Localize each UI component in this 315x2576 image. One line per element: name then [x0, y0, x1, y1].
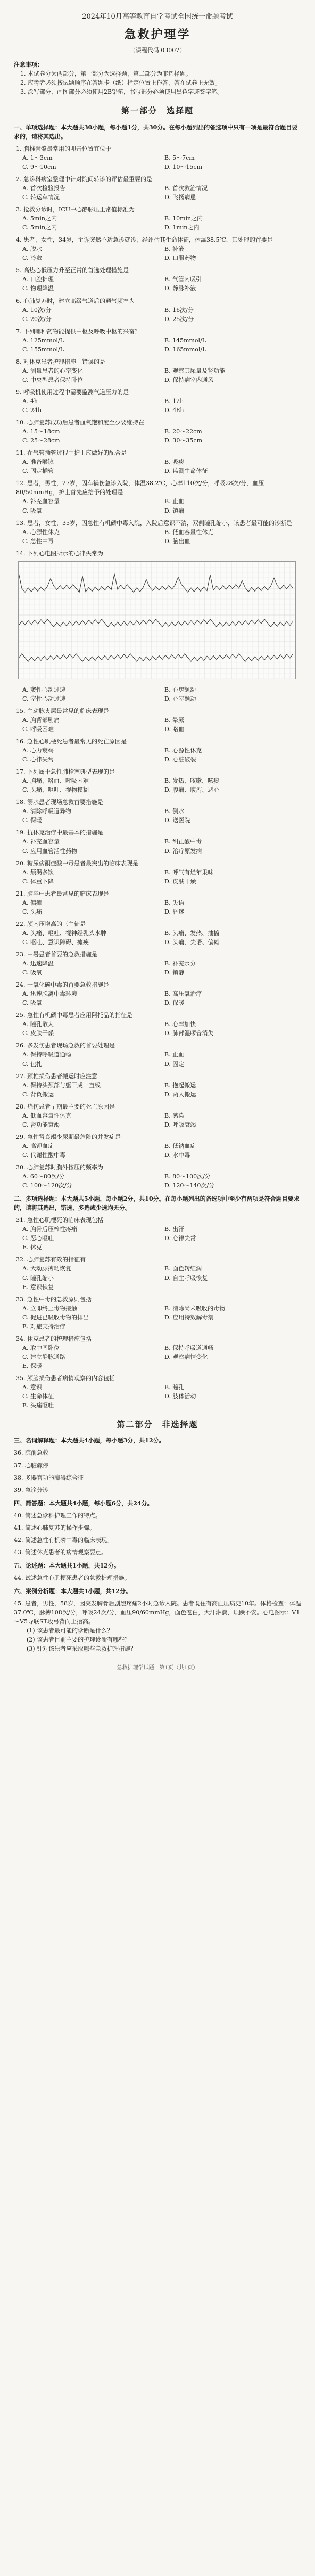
option-item: A. 低血容量性休克	[22, 1112, 71, 1119]
option-item: A. 首次检验报告	[22, 185, 65, 192]
option-item: B. 5～7cm	[164, 154, 195, 161]
question	[14, 980, 301, 1007]
option-item: D. 昏迷	[164, 908, 185, 915]
option-item: B. 80～100次/分	[164, 1173, 211, 1180]
option-item: A. 胸背部剧痛	[22, 716, 60, 724]
option-item: B. 面色转红润	[164, 1265, 202, 1273]
options-list	[14, 959, 301, 977]
option-item: D. 水中毒	[164, 1151, 190, 1159]
option-item: C. 皮肤干燥	[22, 1030, 54, 1037]
term-question: 37. 心脏骤停	[14, 1462, 48, 1469]
option-item: D. 呼吸衰竭	[164, 1121, 196, 1128]
options-list	[14, 497, 301, 515]
question-stem: 22. 颅内压增高的三主征是	[16, 920, 86, 928]
option-item: D. 治疗原发病	[164, 847, 202, 855]
question	[14, 327, 301, 354]
case-subquestion: (3) 针对该患者应采取哪些急救护理措施？	[27, 1645, 137, 1653]
option-item: D. 咯血	[164, 725, 185, 733]
option-item: A. 胸骨后压榨性疼痛	[22, 1226, 77, 1233]
option-item: B. 心源性休克	[164, 747, 202, 754]
question-stem: 29. 急性肾衰竭少尿期最危险的并发症是	[16, 1133, 121, 1141]
option-item: B. 瞳孔	[164, 1384, 185, 1391]
option-item: B. 清除尚未吸收的毒物	[164, 1305, 226, 1312]
option-item: C. 155mmol/L	[22, 346, 64, 353]
options-list	[14, 1304, 301, 1331]
question	[14, 266, 301, 293]
option-item: D. 固定	[164, 1060, 185, 1068]
question-stem: 33. 急性中毒的急救原则包括	[16, 1295, 92, 1303]
question-stem: 24. 一氧化碳中毒的首要急救措施是	[16, 981, 109, 989]
option-item: B. 低钠血症	[164, 1142, 196, 1150]
question	[14, 235, 301, 262]
question-stem: 7. 下列哪种药物能提供中枢及呼吸中枢的兴奋？	[16, 327, 140, 335]
question	[14, 175, 301, 202]
case-subquestion: (1) 该患者最可能的诊断是什么？	[27, 1627, 113, 1635]
option-item: C. 心律失常	[22, 756, 54, 764]
option-item: E. 头痛呕吐	[22, 1402, 54, 1409]
option-item: D. 两人搬运	[164, 1090, 196, 1098]
short-question: 42. 简述急性有机磷中毒的临床表现。	[14, 1536, 113, 1544]
subject-title: 急救护理学	[124, 28, 191, 42]
question-stem: 17. 下列属于急性肺栓塞典型表现的是	[16, 768, 115, 776]
option-item: C. 20次/分	[22, 315, 52, 323]
course-code: （课程代码 03007）	[129, 47, 186, 54]
option-item: E. 休克	[22, 1244, 43, 1251]
option-item: B. 观察其尿量及肾功能	[164, 367, 226, 374]
question	[14, 737, 301, 764]
option-item: C. 吸氧	[22, 999, 43, 1007]
question-stem: 1. 胸椎骨骼最常用的叩击位置宜位于	[16, 145, 111, 152]
notice-item: 2. 应考者必须按试题顺序在答题卡（纸）指定位置上作答，答在试卷上无效。	[20, 79, 221, 87]
option-item: A. 15～18cm	[22, 428, 60, 436]
exam-title: 2024年10月高等教育自学考试全国统一命题考试	[82, 13, 233, 21]
question	[14, 297, 301, 324]
question-stem: 15. 主动脉夹层最常见的临床表现是	[16, 707, 109, 715]
question	[14, 1041, 301, 1068]
option-item: B. 补液	[164, 245, 185, 253]
case-subquestion: (2) 该患者目前主要的护理诊断有哪些？	[27, 1636, 131, 1644]
option-item: A. 偏瘫	[22, 899, 42, 906]
options-list	[14, 1050, 301, 1068]
essay-question: 44. 试述急性心肌梗死患者的急救护理措施。	[14, 1574, 130, 1581]
page-footer: 急救护理学试题 第1页（共1页）	[117, 1665, 198, 1671]
option-item: B. 补充水分	[164, 960, 196, 967]
options-list	[14, 275, 301, 293]
single-choice-list	[14, 144, 301, 1190]
option-item: B. 气管内吸引	[164, 276, 202, 283]
option-item: A. 口腔护理	[22, 276, 54, 283]
question-stem: 30. 心肺复苏时胸外按压的频率为	[16, 1163, 103, 1171]
option-item: D. 保暖	[164, 999, 185, 1007]
option-item: A. 补充血容量	[22, 838, 60, 846]
options-list	[14, 1142, 301, 1160]
options-list	[14, 1343, 301, 1371]
option-item: D. 皮肤干燥	[164, 877, 196, 885]
question	[14, 767, 301, 794]
option-item: C. 代谢性酸中毒	[22, 1151, 66, 1159]
option-item: A. 取中凹卧位	[22, 1344, 60, 1351]
option-item: C. 生命体征	[22, 1393, 54, 1400]
notice-heading: 注意事项：	[14, 61, 43, 69]
option-item: C. 冷敷	[22, 255, 43, 262]
option-item: A. 测量患者的心率变化	[22, 367, 83, 374]
option-item: C. 背负搬运	[22, 1090, 54, 1098]
options-list	[14, 1111, 301, 1129]
question	[14, 707, 301, 734]
options-list	[14, 1081, 301, 1099]
option-item: C. 室性心动过速	[22, 695, 66, 702]
question	[14, 1011, 301, 1038]
question	[14, 1334, 301, 1371]
part1-title: 第一部分 选择题	[121, 106, 194, 116]
option-item: A. 准备喉镜	[22, 458, 54, 466]
question-stem: 2. 急诊科病室整理中针对院间转诊的评估最重要的是	[16, 175, 152, 183]
question	[14, 205, 301, 232]
option-item: B. 晕厥	[164, 716, 185, 724]
option-item: B. 发热、咳嗽、咳痰	[164, 777, 220, 785]
option-item: D. 头痛、失语、偏瘫	[164, 938, 220, 946]
options-list	[14, 1172, 301, 1190]
option-item: B. 保持呼吸道通畅	[164, 1344, 214, 1351]
option-item: C. 呕吐、意识障碍、瘫痪	[22, 938, 89, 946]
question-stem: 18. 溺水患者现场急救首要措施是	[16, 799, 103, 806]
option-item: A. 迅速降温	[22, 960, 54, 967]
option-item: C. 瞳孔缩小	[22, 1274, 54, 1282]
part2-title: 第二部分 非选择题	[117, 1420, 198, 1430]
option-item: A. 1～3cm	[22, 154, 53, 161]
question-stem: 25. 急性有机磷中毒患者应用阿托品的指征是	[16, 1012, 132, 1019]
question	[14, 519, 301, 546]
option-item: D. 心脏破裂	[164, 756, 196, 764]
option-item: D. 肺部湿啰音消失	[164, 1030, 214, 1037]
option-item: B. 倒水	[164, 808, 185, 815]
option-item: D. 1min之内	[164, 224, 200, 232]
multi-choice-list	[14, 1216, 301, 1410]
option-item: B. 纠正酸中毒	[164, 838, 202, 846]
section-heading: 一、单项选择题：本大题共30小题，每小题1分，共30分。在每小题列出的备选项中只有一项是最符合题目要求的，请将其选出。	[14, 124, 298, 140]
question-stem: 10. 心肺复苏成功后患者血氧饱和度至少要维持在	[16, 419, 144, 426]
option-item: A. 胸痛、咯血、呼吸困难	[22, 777, 89, 785]
option-item: C. 肾功能衰竭	[22, 1121, 60, 1128]
option-item: D. 保持病室内通风	[164, 376, 214, 383]
option-item: B. 心率加快	[164, 1021, 196, 1028]
option-item: C. 中央型患者保持卧位	[22, 376, 84, 383]
options-list	[14, 1020, 301, 1038]
question-stem: 8. 对休克患者护理措施中错误的是	[16, 358, 105, 365]
question-stem: 9. 呼吸机使用过程中需要监测气道压力的是	[16, 388, 129, 396]
short-question: 40. 简述急诊科护理工作的特点。	[14, 1512, 101, 1519]
option-item: B. 失语	[164, 899, 185, 906]
question	[14, 388, 301, 415]
option-item: A. 60～80次/分	[22, 1173, 65, 1180]
option-item: C. 转运车情况	[22, 194, 60, 201]
option-item: E. 保暖	[22, 1362, 43, 1369]
notice-item: 1. 本试卷分为两部分，第一部分为选择题，第二部分为非选择题。	[20, 70, 192, 78]
question	[14, 920, 301, 947]
options-list	[14, 366, 301, 384]
option-item: B. 止血	[164, 498, 185, 505]
question-stem: 11. 在气管插管过程中护士应做好的配合是	[16, 449, 127, 457]
option-item: A. 大动脉搏动恢复	[22, 1265, 71, 1273]
option-item: C. 应用血管活性药物	[22, 847, 78, 855]
option-item: B. 低血容量性休克	[164, 528, 214, 536]
option-item: D. 应用特效解毒剂	[164, 1314, 214, 1321]
option-item: A. 保持头颈部与躯干成一直线	[22, 1081, 101, 1089]
options-list	[14, 746, 301, 764]
question	[14, 144, 301, 171]
options-list	[14, 153, 301, 171]
option-item: D. 监测生命体征	[164, 467, 208, 475]
option-item: A. 窦性心动过速	[22, 686, 65, 693]
option-item: C. 吸氧	[22, 507, 43, 514]
question-stem: 5. 高热心低压力升至正常的首选处理措施是	[16, 267, 129, 274]
option-item: C. 急性中毒	[22, 537, 54, 545]
options-list	[14, 306, 301, 324]
case-text: 45. 患者，男性，58岁，因突发胸骨后剧烈疼痛2小时急诊入院。患者既往有高血压病史10年。体格检查：体温37.0℃，脉搏108次/分，呼吸24次/分，血压90/60mmHg，面色苍白，大汗淋漓，烦躁不安。心电图示：V1～V5导联ST段弓背向上抬高。	[14, 1600, 301, 1626]
option-item: D. 观察病情变化	[164, 1353, 208, 1360]
options-list	[14, 1383, 301, 1410]
option-item: A. 头痛、呕吐、视神经乳头水肿	[22, 929, 106, 937]
option-item: B. 吸痰	[164, 458, 185, 466]
options-list	[14, 427, 301, 445]
option-item: A. 脱水	[22, 245, 42, 253]
options-list	[14, 244, 301, 262]
short-question: 41. 简述心肺复苏的操作步骤。	[14, 1524, 95, 1531]
question	[14, 798, 301, 825]
options-list	[14, 685, 301, 703]
question-stem: 26. 多发伤患者现场急救的首要处理是	[16, 1042, 115, 1049]
section-heading: 五、论述题：本大题共1小题，共12分。	[14, 1562, 120, 1569]
question	[14, 1133, 301, 1160]
option-item: C. 头痛	[22, 908, 43, 915]
option-item: A. 迅速脱离中毒环境	[22, 990, 77, 998]
option-item: B. 首次救治情况	[164, 185, 208, 192]
section-heading: 二、多项选择题：本大题共5小题，每小题2分，共10分。在每小题列出的备选项中至少有两项是符合题目要求的，请将其选出，错选、多选或少选均无分。	[14, 1195, 300, 1212]
section-heading: 三、名词解释题：本大题共4小题，每小题3分，共12分。	[14, 1437, 165, 1445]
option-item: C. 吸氧	[22, 969, 43, 977]
question-stem: 28. 烧伤患者早期最主要的死亡原因是	[16, 1103, 115, 1110]
option-item: A. 烦渴多饮	[22, 868, 54, 876]
option-item: C. 呼吸困难	[22, 725, 54, 733]
option-item: C. 5min之内	[22, 224, 57, 232]
option-item: E. 意识恢复	[22, 1283, 54, 1291]
question-stem: 13. 患者，女性，35岁，因急性有机磷中毒入院，入院后意识不清，双侧瞳孔缩小，该患者最可能的诊断是	[16, 519, 292, 527]
ecg-waveform	[19, 573, 293, 592]
question	[14, 357, 301, 384]
option-item: D. 镇静	[164, 969, 185, 977]
option-item: A. 4h	[22, 397, 38, 405]
option-item: C. 9～10cm	[22, 163, 56, 170]
options-list	[14, 989, 301, 1007]
option-item: D. 飞扬病患	[164, 194, 196, 201]
options-list	[14, 837, 301, 855]
question-stem: 31. 急性心肌梗死的临床表现包括	[16, 1217, 103, 1224]
option-item: A. 补充血容量	[22, 498, 60, 505]
options-list	[14, 898, 301, 916]
option-item: A. 125mmol/L	[22, 337, 64, 344]
option-item: C. 固定插管	[22, 467, 54, 475]
option-item: C. 保暖	[22, 817, 43, 824]
term-question: 36. 院前急救	[14, 1449, 48, 1457]
question-stem: 19. 抗休克治疗中最基本的措施是	[16, 829, 103, 836]
options-list	[14, 397, 301, 415]
option-item: A. 心力衰竭	[22, 747, 54, 754]
question	[14, 828, 301, 855]
options-list	[14, 528, 301, 546]
question	[14, 1255, 301, 1291]
question-stem: 35. 颅脑损伤患者病情观察的内容包括	[16, 1374, 115, 1382]
question-stem: 16. 急性心肌梗死患者最常见的死亡原因是	[16, 738, 127, 745]
option-item: A. 高钾血症	[22, 1142, 54, 1150]
option-item: E. 对症支持治疗	[22, 1323, 66, 1330]
options-list	[14, 336, 301, 354]
option-item: B. 16次/分	[164, 306, 194, 314]
question	[14, 1216, 301, 1252]
ecg-strip-figure	[18, 561, 296, 679]
option-item: D. 静脉补液	[164, 285, 196, 292]
notice-item: 3. 涂写部分、画图部分必须使用2B铅笔，书写部分必须使用黑色字迹签字笔。	[20, 88, 223, 96]
question	[14, 549, 301, 703]
section-heading: 六、案例分析题：本大题共1小题，共12分。	[14, 1587, 131, 1595]
option-item: D. 30～35cm	[164, 437, 203, 445]
option-item: D. 口服药物	[164, 255, 196, 262]
option-item: B. 止血	[164, 1051, 185, 1059]
options-list	[14, 1225, 301, 1252]
option-item: B. 10min之内	[164, 215, 203, 223]
option-item: C. 建立静脉通路	[22, 1353, 66, 1360]
option-item: B. 抱起搬运	[164, 1081, 196, 1089]
question-stem: 21. 脑卒中患者最常见的临床表现是	[16, 890, 109, 897]
question	[14, 448, 301, 475]
question-stem: 34. 休克患者的护理措施包括	[16, 1335, 92, 1342]
option-item: D. 送医院	[164, 817, 190, 824]
option-item: B. 出汗	[164, 1226, 185, 1233]
question	[14, 859, 301, 886]
option-item: A. 心源性休克	[22, 528, 60, 536]
option-item: B. 20～22cm	[164, 428, 202, 436]
option-item: D. 25次/分	[164, 315, 194, 323]
option-item: B. 145mmol/L	[164, 337, 206, 344]
option-item: A. 立即终止毒物接触	[22, 1305, 77, 1312]
question	[14, 1295, 301, 1331]
options-list	[14, 868, 301, 886]
option-item: D. 心律失常	[164, 1235, 196, 1242]
option-item: B. 高压氧治疗	[164, 990, 202, 998]
question-stem: 32. 心肺复苏有效的指征有	[16, 1256, 86, 1264]
option-item: A. 保持呼吸道通畅	[22, 1051, 71, 1059]
option-item: C. 恶心呕吐	[22, 1235, 54, 1242]
short-question: 43. 简述休克患者的病情观察要点。	[14, 1548, 107, 1556]
option-item: D. 腹痛、腹泻、恶心	[164, 786, 220, 794]
question-stem: 27. 颈椎损伤患者搬运时应注意	[16, 1072, 97, 1080]
question	[14, 418, 301, 445]
option-item: D. 脑出血	[164, 537, 190, 545]
options-list	[14, 457, 301, 475]
question-stem: 4. 患者，女性，34岁，主诉突然不适急诊就诊，经评估其生命体征，体温38.5℃，其处理的首要是	[16, 236, 273, 244]
option-item: C. 25～28cm	[22, 437, 60, 445]
option-item: D. 自主呼吸恢复	[164, 1274, 208, 1282]
option-item: B. 心房颤动	[164, 686, 196, 693]
options-list	[14, 776, 301, 794]
question	[14, 479, 301, 515]
question-stem: 6. 心肺复苏时，建立高级气道后的通气频率为	[16, 297, 135, 305]
term-question: 38. 多器官功能障碍综合征	[14, 1474, 84, 1481]
option-item: A. 10次/分	[22, 306, 52, 314]
option-item: C. 物理降温	[22, 285, 54, 292]
option-item: D. 心室颤动	[164, 695, 196, 702]
options-list	[14, 929, 301, 947]
question-stem: 3. 抢救分诊时，ICU中心静脉压正常值标准为	[16, 206, 135, 214]
option-item: A. 5min之内	[22, 215, 57, 223]
option-item: A. 意识	[22, 1384, 42, 1391]
options-list	[14, 1264, 301, 1291]
term-question: 39. 急诊分诊	[14, 1486, 48, 1494]
option-item: C. 24h	[22, 407, 42, 414]
options-list	[14, 807, 301, 825]
question-stem: 14. 下列心电图所示的心律失常为	[16, 549, 103, 557]
option-item: D. 165mmol/L	[164, 346, 206, 353]
option-item: C. 促进已吸收毒物的排出	[22, 1314, 89, 1321]
options-list	[14, 716, 301, 734]
question	[14, 1102, 301, 1129]
option-item: C. 100～120次/分	[22, 1182, 72, 1189]
option-item: C. 头痛、呕吐、视物模糊	[22, 786, 89, 794]
option-item: B. 12h	[164, 397, 184, 405]
option-item: A. 清除呼吸道异物	[22, 808, 71, 815]
option-item: B. 感染	[164, 1112, 185, 1119]
option-item: A. 瞳孔散大	[22, 1021, 54, 1028]
notice-block	[14, 60, 301, 96]
question	[14, 1374, 301, 1410]
question-stem: 23. 中暑患者首要的急救措施是	[16, 951, 97, 958]
options-list	[14, 184, 301, 202]
option-item: D. 120～140次/分	[164, 1182, 215, 1189]
option-item: D. 肢体活动	[164, 1393, 196, 1400]
question-stem: 12. 患者，男性，27岁，因车祸伤急诊入院，体温38.2℃，心率110次/分，呼吸28次/分，血压80/50mmHg，护士首先应给予的处理是	[16, 480, 264, 496]
option-item: D. 48h	[164, 407, 184, 414]
question-stem: 20. 糖尿病酮症酸中毒患者最突出的临床表现是	[16, 859, 138, 867]
option-item: C. 体重下降	[22, 877, 54, 885]
option-item: D. 10～15cm	[164, 163, 203, 170]
question	[14, 889, 301, 916]
section-heading: 四、简答题：本大题共4小题，每小题6分，共24分。	[14, 1499, 153, 1507]
option-item: B. 头痛、发热、抽搐	[164, 929, 220, 937]
option-item: C. 包扎	[22, 1060, 43, 1068]
question	[14, 1163, 301, 1190]
option-item: B. 呼气有烂苹果味	[164, 868, 214, 876]
options-list	[14, 214, 301, 232]
question	[14, 1072, 301, 1099]
question	[14, 950, 301, 977]
option-item: D. 镇痛	[164, 507, 185, 514]
